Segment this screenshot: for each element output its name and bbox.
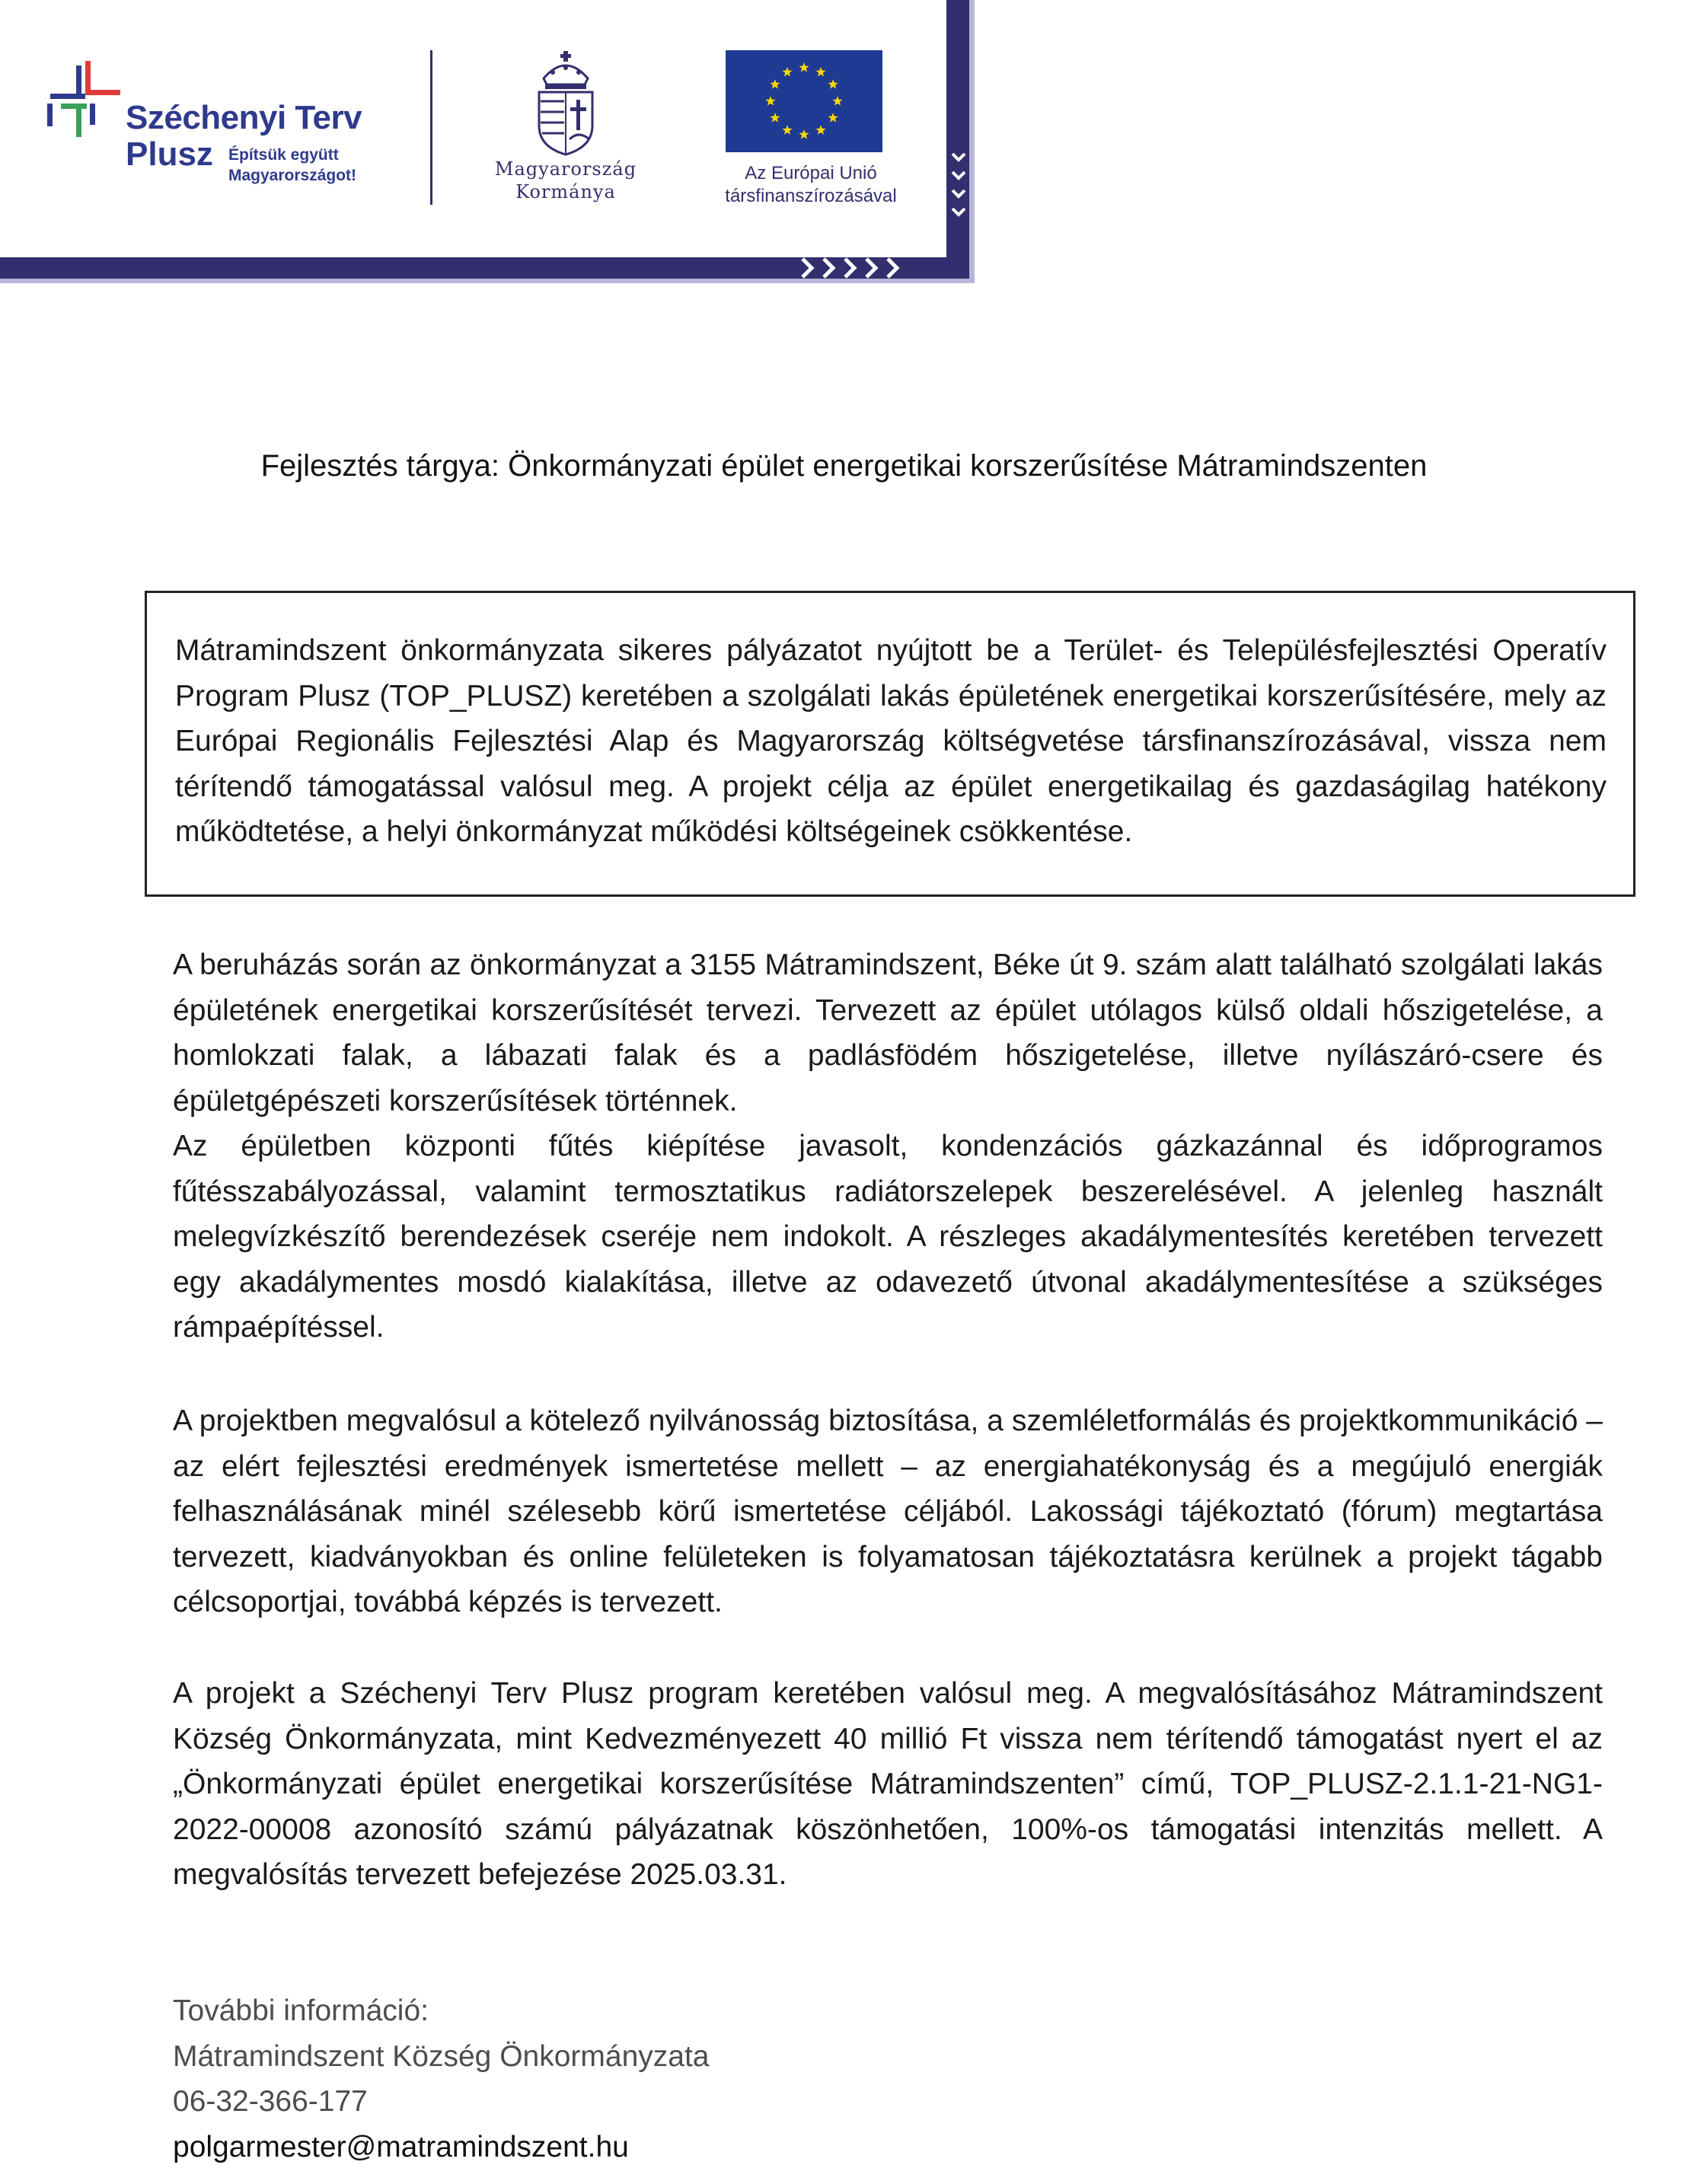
paragraph-heating: Az épületben központi fűtés kiépítése javasolt, kondenzációs gázkazánnal és időprogramos fűtésszabályozással, valamint termosztatikus radiátorszelepek beszerelésével. A jelenleg használt melegvízkészítő berendezések cseréje nem indokolt. A részleges akadálymentesítés keretében tervezett egy akadálymentes mosdó kialakítása, illetve az odavezető útvonal akadálymentesítése a szükséges rámpaépítéssel.: [173, 1130, 1603, 1344]
slogan-line-1: Építsük együtt: [228, 146, 339, 164]
contact-block: [173, 1988, 709, 2170]
banner-right-bar: [946, 0, 969, 279]
szechenyi-plus: Plusz: [126, 136, 213, 173]
header-banner: [0, 0, 990, 283]
slogan-line-2: Magyarországot!: [228, 167, 357, 184]
hungarian-coat-of-arms-icon: [530, 49, 601, 156]
szechenyi-cross-icon: [46, 59, 122, 143]
banner-right-accent: [969, 0, 975, 282]
government-name-line-2: Kormánya: [515, 181, 616, 202]
intro-paragraph: Mátramindszent önkormányzata sikeres pályázatot nyújtott be a Terület- és Településfejlesztési Operatív Program Plusz (TOP_PLUSZ) keretében a szolgálati lakás épületének energetikai korszerűsítésére, mely az Európai Regionális Fejlesztési Alap és Magyarország költségvetése társfinanszírozásával, vissza nem térítendő támogatással valósul meg. A projekt célja az épület energetikailag és gazdaságilag hatékony működtetése, a helyi önkormányzat működési költségeinek csökkentése.: [175, 634, 1607, 848]
eu-caption-line-1: Az Európai Unió: [745, 163, 877, 183]
eu-logo: [697, 50, 925, 218]
government-name-line-1: Magyarország: [494, 158, 637, 180]
contact-organization: Mátramindszent Község Önkormányzata: [173, 2039, 710, 2073]
contact-email[interactable]: polgarmester@matramindszent.hu: [173, 2130, 629, 2163]
eu-caption-line-2: társfinanszírozásával: [725, 186, 897, 206]
paragraph-funding: A projekt a Széchenyi Terv Plusz program keretében valósul meg. A megvalósításához Mátramindszent Község Önkormányzata, mint Kedvezményezett 40 millió Ft vissza nem térítendő támogatást nyert el az „Önkormányzati épület energetikai korszerűsítése Mátramindszenten” című, TOP_PLUSZ-2.1.1-21-NG1-2022-00008 azonosító számú pályázatnak köszönhetően, 100%-os támogatási intenzitás mellett. A megvalósítás tervezett befejezése 2025.03.31.: [173, 1677, 1603, 1891]
contact-phone: 06-32-366-177: [173, 2085, 368, 2118]
chevron-right-icon: [799, 253, 914, 283]
logo-separator: [430, 50, 432, 205]
szechenyi-title: Széchenyi Terv: [126, 99, 362, 136]
szechenyi-slogan: [228, 145, 356, 186]
eu-flag-icon: [726, 50, 882, 152]
chevron-down-icon: [951, 151, 966, 234]
contact-heading: További információ:: [173, 1994, 429, 2027]
government-logo: [478, 46, 653, 213]
paragraph-publicity: A projektben megvalósul a kötelező nyilvánosság biztosítása, a szemléletformálás és projektkommunikáció – az elért fejlesztési eredmények ismertetése mellett – az energiahatékonyság és a megújuló energiák felhasználásának minél szélesebb körű ismertetése céljából. Lakossági tájékoztató (fórum) megtartása tervezett, kiadványokban és online felületeken is folyamatosan tájékoztatásra kerülnek a projekt tágabb célcsoportjai, továbbá képzés is tervezett.: [173, 1404, 1603, 1618]
szechenyi-terv-plusz-logo: [46, 59, 381, 196]
paragraph-investment: A beruházás során az önkormányzat a 3155 Mátramindszent, Béke út 9. szám alatt található szolgálati lakás épületének energetikai korszerűsítését tervezi. Tervezett az épület utólagos külső oldali hőszigetelése, a homlokzati falak, a lábazati falak és a padlásfödém hőszigetelése, illetve nyílászáró-csere és épületgépészeti korszerűsítések történnek.: [173, 949, 1603, 1118]
project-subject: Fejlesztés tárgya: Önkormányzati épület energetikai korszerűsítése Mátramindszenten: [260, 449, 1428, 483]
intro-box: [145, 591, 1635, 897]
